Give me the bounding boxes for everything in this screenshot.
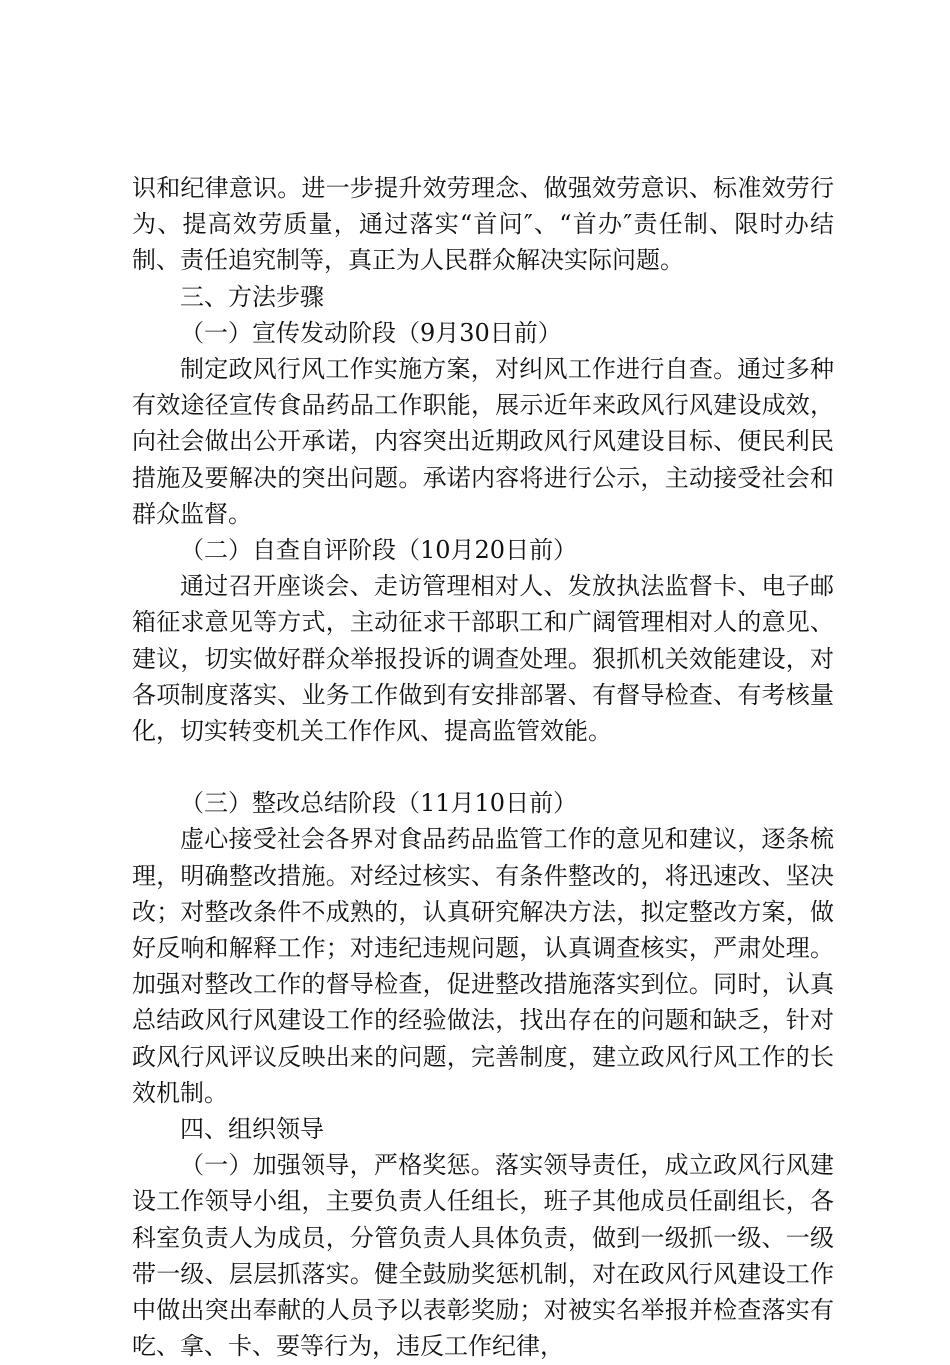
blank-line <box>132 749 834 785</box>
section-heading-organization: 四、组织领导 <box>180 1115 324 1144</box>
paragraph-strengthen-leadership: （一）加强领导，严格奖惩。落实领导责任，成立政风行风建设工作领导小组，主要负责人任组长，班子其他成员任副组长，各科室负责人为成员，分管负责人具体负责，做到一级抓一级、一级带一级、层层抓落实。健全鼓励奖惩机制，对在政风行风建设工作中做出突出奉献的人员予以表彰奖励；对被实名举报并检查落实有吃、拿、卡、要等行为，违反工作纪律， <box>132 1151 834 1361</box>
subheading-self-check-phase: （二）自查自评阶段（10月20日前） <box>180 536 578 565</box>
section-heading-methods: 三、方法步骤 <box>180 282 324 311</box>
subheading-rectification-phase: （三）整改总结阶段（11月10日前） <box>180 789 578 818</box>
paragraph-self-check-phase: 通过召开座谈会、走访管理相对人、发放执法监督卡、电子邮箱征求意见等方式，主动征求干部职工和广阔管理相对人的意见、建议，切实做好群众举报投诉的调查处理。狠抓机关效能建设，对各项制度落实、业务工作做到有安排部署、有督导检查、有考核量化，切实转变机关工作作风、提高监管效能。 <box>132 572 834 746</box>
document-body <box>132 170 834 1365</box>
paragraph-publicity-phase: 制定政风行风工作实施方案，对纠风工作进行自查。通过多种有效途径宣传食品药品工作职能，展示近年来政风行风建设成效，向社会做出公开承诺，内容突出近期政风行风建设目标、便民利民措施及要解决的突出问题。承诺内容将进行公示，主动接受社会和群众监督。 <box>132 355 834 528</box>
subheading-publicity-phase: （一）宣传发动阶段（9月30日前） <box>180 318 562 347</box>
paragraph-continuation: 识和纪律意识。进一步提升效劳理念、做强效劳意识、标准效劳行为、提高效劳质量，通过落实“首问″、“首办″责任制、限时办结制、责任追究制等，真正为人民群众解决实际问题。 <box>132 174 834 275</box>
paragraph-rectification-phase: 虚心接受社会各界对食品药品监管工作的意见和建议，逐条梳理，明确整改措施。对经过核实、有条件整改的，将迅速改、坚决改；对整改条件不成熟的，认真研究解决方法，拟定整改方案，做好反响和解释工作；对违纪违规问题，认真调查核实，严肃处理。加强对整改工作的督导检查，促进整改措施落实到位。同时，认真总结政风行风建设工作的经验做法，找出存在的问题和缺乏，针对政风行风评议反映出来的问题，完善制度，建立政风行风工作的长效机制。 <box>132 825 834 1107</box>
